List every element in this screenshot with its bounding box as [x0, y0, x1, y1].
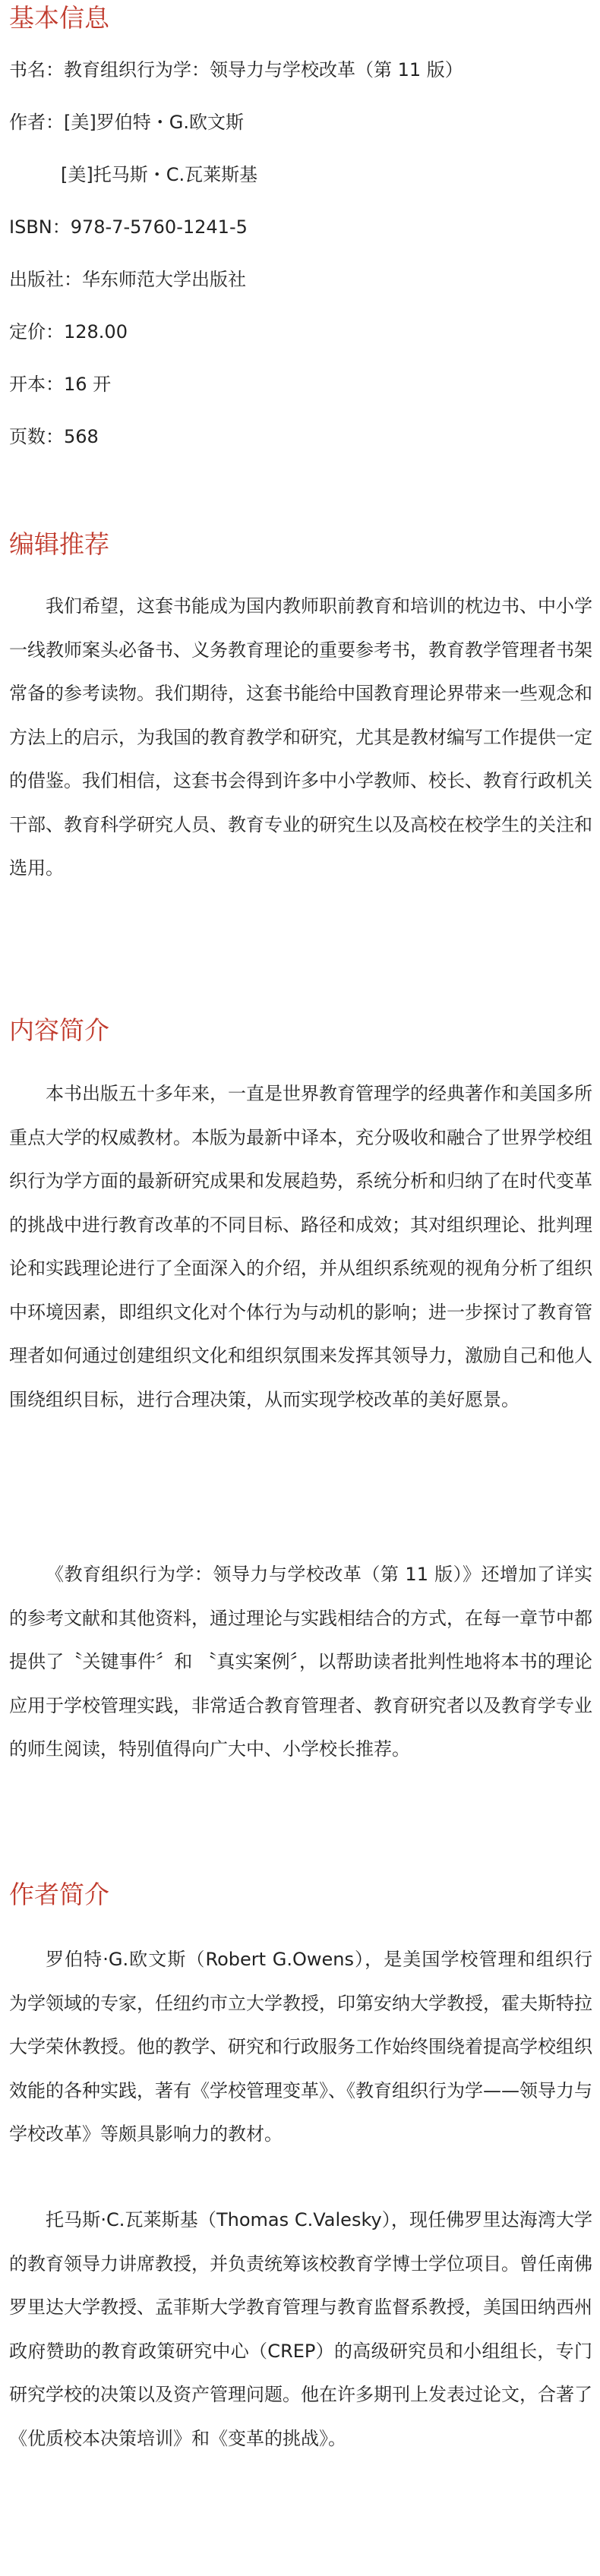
author-intro-paragraph-1: 罗伯特·G.欧文斯（Robert G.Owens），是美国学校管理和组织行为学领域的专家，任纽约市立大学教授，印第安纳大学教授，霍夫斯特拉大学荣休教授。他的教学、研究和行政服务工作始终围绕着提高学校组织效能的各种实践，著有《学校管理变革》、《教育组织行为学——领导力与学校改革》等颇具影响力的教材。	[9, 1949, 592, 2145]
author-line-1: 作者：[美]罗伯特・G.欧文斯	[9, 112, 244, 133]
isbn-line: ISBN：978-7-5760-1241-5	[9, 216, 248, 238]
basic-info-heading: 基本信息	[9, 3, 109, 33]
editor-recommendation-heading: 编辑推荐	[9, 529, 109, 559]
author-intro-heading: 作者简介	[9, 1880, 109, 1909]
content-summary-paragraph-2: 《教育组织行为学：领导力与学校改革（第 11 版）》还增加了详实的参考文献和其他资料，通过理论与实践相结合的方式，在每一章节中都提供了〝关键事件〞和 〝真实案例〞，以帮助读者批判性地将本书的理论应用于学校管理实践，非常适合教育管理者、教育研究者以及教育学专业的师生阅读，特别值得向广大中、小学校长推荐。	[9, 1564, 592, 1760]
content-summary-heading: 内容简介	[9, 1015, 109, 1045]
author-intro-paragraph-2: 托马斯·C.瓦莱斯基（Thomas C.Valesky），现任佛罗里达海湾大学的教育领导力讲席教授，并负责统筹该校教育学博士学位项目。曾任南佛罗里达大学教授、孟菲斯大学教育管理与教育监督系教授，美国田纳西州政府赞助的教育政策研究中心（CREP）的高级研究员和小组组长，专门研究学校的决策以及资产管理问题。他在许多期刊上发表过论文，合著了《优质校本决策培训》和《变革的挑战》。	[9, 2209, 592, 2449]
publisher-line: 出版社：华东师范大学出版社	[9, 269, 246, 290]
format-line: 开本：16 开	[9, 374, 112, 395]
book-title-line: 书名：教育组织行为学：领导力与学校改革（第 11 版）	[9, 59, 463, 80]
price-line: 定价：128.00	[9, 321, 128, 343]
content-summary-paragraph-1: 本书出版五十多年来，一直是世界教育管理学的经典著作和美国多所重点大学的权威教材。本版为最新中译本，充分吸收和融合了世界学校组织行为学方面的最新研究成果和发展趋势，系统分析和归纳了在时代变革的挑战中进行教育改革的不同目标、路径和成效；其对组织理论、批判理论和实践理论进行了全面深入的介绍，并从组织系统观的视角分析了组织中环境因素，即组织文化对个体行为与动机的影响；进一步探讨了教育管理者如何通过创建组织文化和组织氛围来发挥其领导力，激励自己和他人围绕组织目标，进行合理决策，从而实现学校改革的美好愿景。	[9, 1083, 592, 1410]
author-line-2: [美]托马斯・C.瓦莱斯基	[61, 164, 258, 185]
editor-recommendation-paragraph: 我们希望，这套书能成为国内教师职前教育和培训的枕边书、中小学一线教师案头必备书、义务教育理论的重要参考书，教育教学管理者书架常备的参考读物。我们期待，这套书能给中国教育理论界带来一些观念和方法上的启示，为我国的教育教学和研究，尤其是教材编写工作提供一定的借鉴。我们相信，这套书会得到许多中小学教师、校长、教育行政机关干部、教育科学研究人员、教育专业的研究生以及高校在校学生的关注和选用。	[9, 595, 592, 879]
pages-line: 页数：568	[9, 426, 99, 447]
